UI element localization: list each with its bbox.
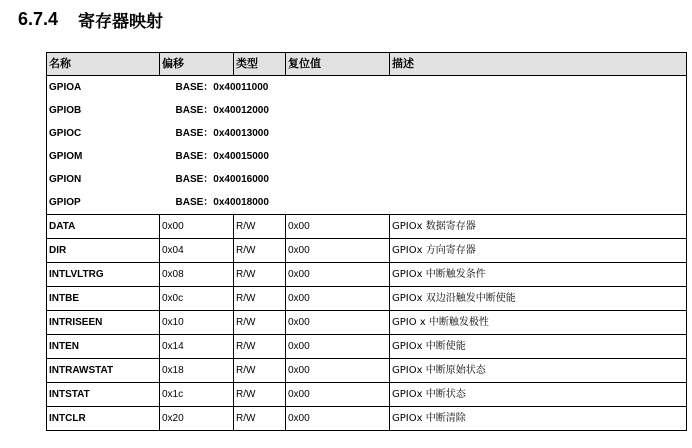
base-address-row — [47, 122, 687, 145]
register-row — [47, 383, 687, 407]
base-name: GPIOC — [47, 122, 160, 145]
register-type: R/W — [234, 359, 286, 383]
register-row — [47, 239, 687, 263]
base-name: GPIOA — [47, 76, 160, 100]
section-heading — [18, 5, 163, 33]
base-address-row — [47, 191, 687, 215]
register-description: GPIOx 中断使能 — [390, 335, 687, 359]
register-name: DIR — [47, 239, 160, 263]
register-reset: 0x00 — [286, 383, 390, 407]
register-reset: 0x00 — [286, 215, 390, 239]
header-type: 类型 — [234, 53, 286, 76]
register-description: GPIOx 中断触发条件 — [390, 263, 687, 287]
register-reset: 0x00 — [286, 407, 390, 431]
register-offset: 0x0c — [160, 287, 234, 311]
register-row — [47, 263, 687, 287]
register-row — [47, 335, 687, 359]
register-offset: 0x04 — [160, 239, 234, 263]
register-name: DATA — [47, 215, 160, 239]
register-type: R/W — [234, 383, 286, 407]
register-description: GPIOx 中断原始状态 — [390, 359, 687, 383]
header-name: 名称 — [47, 53, 160, 76]
register-name: INTLVLTRG — [47, 263, 160, 287]
base-name: GPIOM — [47, 145, 160, 168]
register-reset: 0x00 — [286, 263, 390, 287]
header-description: 描述 — [390, 53, 687, 76]
register-type: R/W — [234, 239, 286, 263]
header-reset: 复位值 — [286, 53, 390, 76]
base-address-row — [47, 99, 687, 122]
table-header-row — [47, 53, 687, 76]
register-row — [47, 287, 687, 311]
register-offset: 0x14 — [160, 335, 234, 359]
register-row — [47, 407, 687, 431]
base-address-row — [47, 168, 687, 191]
base-address: BASE：0x40015000 — [175, 150, 269, 162]
register-name: INTCLR — [47, 407, 160, 431]
register-offset: 0x18 — [160, 359, 234, 383]
base-name: GPIOP — [47, 191, 160, 215]
register-type: R/W — [234, 287, 286, 311]
register-reset: 0x00 — [286, 287, 390, 311]
register-name: INTRAWSTAT — [47, 359, 160, 383]
register-reset: 0x00 — [286, 239, 390, 263]
register-description: GPIOx 中断状态 — [390, 383, 687, 407]
section-number: 6.7.4 — [18, 8, 59, 29]
register-description: GPIO x 中断触发极性 — [390, 311, 687, 335]
register-type: R/W — [234, 311, 286, 335]
base-address: BASE：0x40011000 — [175, 81, 269, 93]
base-address: BASE：0x40018000 — [175, 196, 269, 208]
base-address: BASE：0x40012000 — [175, 104, 269, 116]
register-type: R/W — [234, 407, 286, 431]
register-description: GPIOx 双边沿触发中断使能 — [390, 287, 687, 311]
register-name: INTRISEEN — [47, 311, 160, 335]
register-description: GPIOx 中断清除 — [390, 407, 687, 431]
register-reset: 0x00 — [286, 335, 390, 359]
register-name: INTEN — [47, 335, 160, 359]
register-type: R/W — [234, 335, 286, 359]
register-reset: 0x00 — [286, 311, 390, 335]
register-row — [47, 311, 687, 335]
register-offset: 0x1c — [160, 383, 234, 407]
register-map-table — [46, 52, 687, 431]
header-offset: 偏移 — [160, 53, 234, 76]
table-body — [47, 76, 687, 431]
base-name: GPION — [47, 168, 160, 191]
base-address: BASE：0x40016000 — [175, 173, 269, 185]
register-description: GPIOx 方向寄存器 — [390, 239, 687, 263]
base-name: GPIOB — [47, 99, 160, 122]
register-type: R/W — [234, 215, 286, 239]
register-row — [47, 215, 687, 239]
register-description: GPIOx 数据寄存器 — [390, 215, 687, 239]
register-offset: 0x20 — [160, 407, 234, 431]
register-row — [47, 359, 687, 383]
register-offset: 0x08 — [160, 263, 234, 287]
register-name: INTSTAT — [47, 383, 160, 407]
register-name: INTBE — [47, 287, 160, 311]
register-offset: 0x00 — [160, 215, 234, 239]
register-reset: 0x00 — [286, 359, 390, 383]
register-offset: 0x10 — [160, 311, 234, 335]
section-title: 寄存器映射 — [78, 11, 164, 32]
base-address-row — [47, 145, 687, 168]
base-address: BASE：0x40013000 — [175, 127, 269, 139]
base-address-row — [47, 76, 687, 100]
register-type: R/W — [234, 263, 286, 287]
